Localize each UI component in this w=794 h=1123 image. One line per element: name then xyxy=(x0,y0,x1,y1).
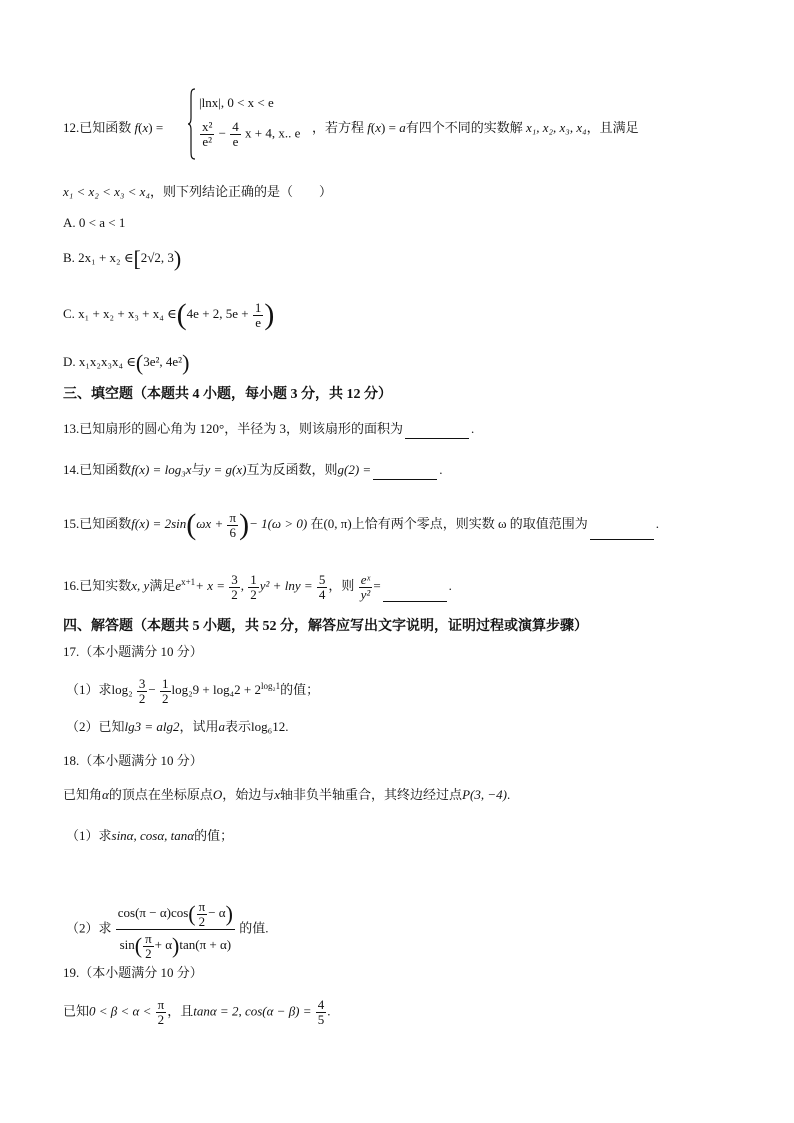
q17-head: 17.（本小题满分 10 分） xyxy=(63,644,203,659)
q12-x: x xyxy=(142,120,149,135)
q18-part1: （1）求sinα, cosα, tanα的值； xyxy=(66,828,234,843)
q12-line1: 12.已知函数 f(x) = xyxy=(63,120,164,135)
q12-option-a: A. 0 < a < 1 xyxy=(63,215,126,230)
q17-part1: （1）求log₂ $\frac{3}{2}$ − $\frac{1}{2}$ $\log_29 + \log_42 + 2^{log_21}$的值； xyxy=(66,675,320,706)
q12-case1: |lnx|, 0 < x < e xyxy=(199,95,274,110)
section4-title: 四、解答题（本题共 5 小题，共 52 分，解答应写出文字说明，证明过程或演算步骤） xyxy=(63,619,588,634)
q19-head: 19.（本小题满分 10 分） xyxy=(63,965,203,980)
q12-line1-right: ，若方程 f(x) = a有四个不同的实数解 x₁, x₂, x₃, x₄，且满足 xyxy=(312,120,639,135)
q18-head: 18.（本小题满分 10 分） xyxy=(63,753,203,768)
q12-line2: x₁ < x₂ < x₃ < x₄，则下列结论正确的是（ ） xyxy=(63,184,332,199)
q12-func: f xyxy=(134,120,139,135)
q18-part2: （2）求 cos(π − α)cos( $\frac{\pi}{2}$ − α) sin( $\frac{\pi}{2}$ + α)tan(π + α) 的值. xyxy=(66,898,269,961)
q15-blank xyxy=(590,525,654,540)
q12-prefix: 12.已知函数 xyxy=(63,120,132,135)
q18-stem: 已知角α的顶点在坐标原点O，始边与x轴非负半轴重合，其终边经过点P(3, −4). xyxy=(63,787,511,802)
q12-option-b: B. 2x₁ + x₂ ∈[2√2, 3) xyxy=(63,246,182,272)
q12-option-d: D. x₁x₂x₃x₄ ∈(3e², 4e²) xyxy=(63,350,190,376)
q13-blank xyxy=(405,424,469,439)
q12-case2: $\frac{\text{x²}}{\text{e²}}$ − $\frac{4}{e}$ x + 4, x.. e xyxy=(202,119,301,149)
q16: 16.已知实数x, y满足$e^{x+1}+ x$ = $\frac{3}{2}$ , $\frac{1}{2}$ y² + lny = $\frac{5}{4}$ ，则 $\frac{\text{eˣ}}{\text{y²}}$ = . xyxy=(63,571,452,602)
q15: 15.已知函数f(x) = 2sin(ωx + $\frac{\pi}{6}$ )− 1(ω > 0) 在(0, π)上恰有两个零点，则实数 ω 的取值范围为 . xyxy=(63,508,660,541)
q16-blank xyxy=(383,587,447,602)
q14: 14.已知函数f(x) = log₃x与y = g(x)互为反函数，则g(2) = . xyxy=(63,460,442,480)
section3-title: 三、填空题（本题共 4 小题，每小题 3 分，共 12 分） xyxy=(63,387,392,402)
q14-blank xyxy=(373,465,437,480)
q12-eq: = xyxy=(155,120,164,135)
q17-part2: （2）已知lg3 = alg2，试用a表示log₆12. xyxy=(66,719,289,734)
q19-stem: 已知0 < β < α < $\frac{\pi}{2}$ ，且tanα = 2, cos(α − β) = $\frac{4}{5}$ . xyxy=(63,997,331,1027)
piecewise-brace-icon xyxy=(188,88,196,160)
q12-option-c: C. x₁ + x₂ + x₃ + x₄ ∈(4e + 2, 5e + $\frac{1}{e}$ ) xyxy=(63,298,275,331)
q13: 13.已知扇形的圆心角为 120°，半径为 3，则该扇形的面积为 . xyxy=(63,419,474,439)
